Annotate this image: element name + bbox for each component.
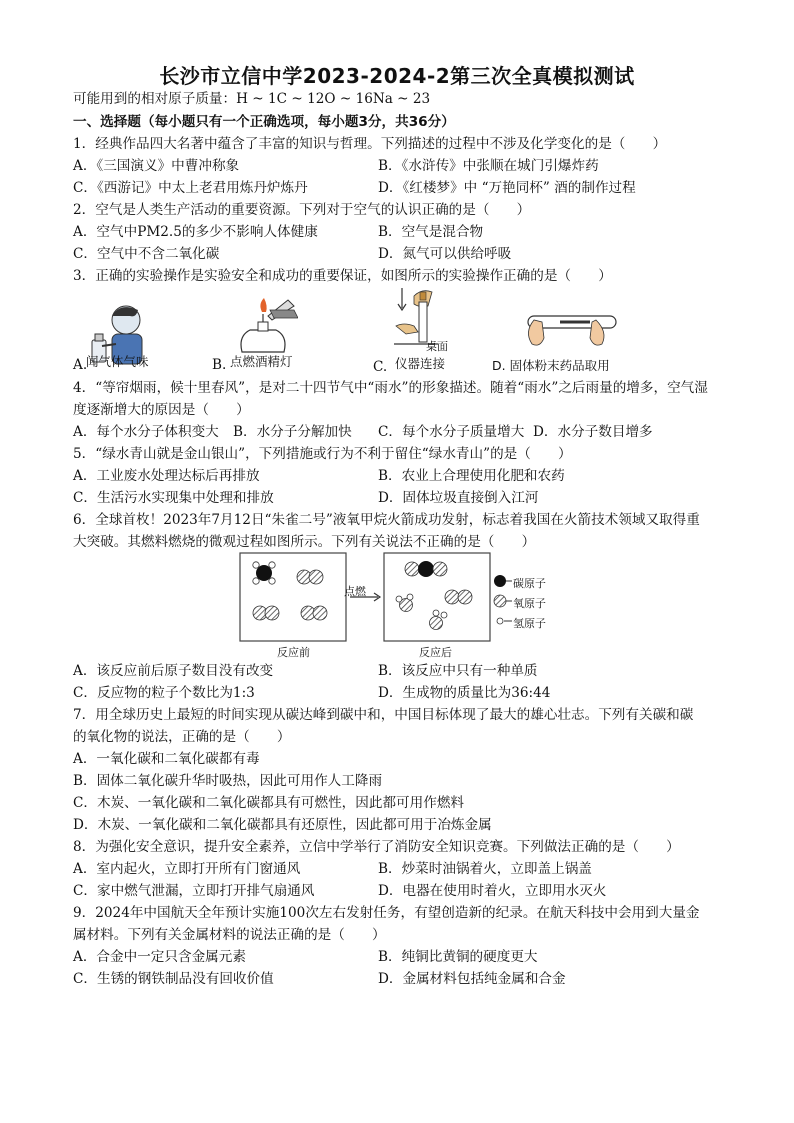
q3-option-d-caption: D. 固体粉末药品取用: [492, 358, 610, 373]
legend-hydrogen: 氢原子: [513, 617, 546, 630]
q7-option-a: A．一氧化碳和二氧化碳都有毒: [73, 751, 260, 767]
q9-option-d: D．金属材料包括纯金属和合金: [378, 971, 566, 987]
q4-stem-line2: 度逐渐增大的原因是（ ）: [73, 402, 250, 418]
q4-option-d: D．水分子数目增多: [533, 424, 653, 440]
legend-oxygen: 氧原子: [513, 597, 546, 610]
q3-option-b-label: B.: [212, 357, 227, 373]
q4-option-c: C．每个水分子质量增大: [378, 424, 525, 440]
q8-option-c: C．家中燃气泄漏，立即打开排气扇通风: [73, 883, 315, 899]
q3-option-a-label: A.: [73, 357, 88, 373]
q1-stem: 1．经典作品四大名著中蕴含了丰富的知识与哲理。下列描述的过程中不涉及化学变化的是（ ）: [73, 136, 667, 152]
legend-carbon: 碳原子: [513, 577, 546, 590]
q5-option-b: B．农业上合理使用化肥和农药: [378, 468, 565, 484]
q6-stem-line1: 6．全球首枚！2023年7月12日“朱雀二号”液氧甲烷火箭成功发射，标志着我国在火箭技术领域又取得重: [73, 512, 700, 528]
q8-option-a: A．室内起火，立即打开所有门窗通风: [73, 861, 301, 877]
q9-option-b: B．纯铜比黄铜的硬度更大: [378, 949, 538, 965]
after-label: 反应后: [419, 646, 452, 659]
q6-option-b: B．该反应中只有一种单质: [378, 663, 538, 679]
q3-stem: 3．正确的实验操作是实验安全和成功的重要保证，如图所示的实验操作正确的是（ ）: [73, 268, 612, 284]
q1-option-b: B．《水浒传》中张顺在城门引爆炸药: [378, 158, 599, 174]
q3-desk-label: 桌面: [426, 340, 448, 353]
alcohol-lamp-illustration: [228, 296, 298, 358]
q6-stem-line2: 大突破。其燃料燃烧的微观过程如图所示。下列有关说法不正确的是（ ）: [73, 534, 536, 550]
q3-option-a-caption: 闻气体气味: [86, 354, 149, 369]
q2-stem: 2．空气是人类生产活动的重要资源。下列对于空气的认识正确的是（ ）: [73, 202, 531, 218]
q8-option-b: B．炒菜时油锅着火，立即盖上锅盖: [378, 861, 592, 877]
q7-stem-line1: 7．用全球历史上最短的时间实现从碳达峰到碳中和，中国目标体现了最大的雄心壮志。下列有关碳和碳: [73, 707, 694, 723]
q1-option-d: D．《红楼梦》中 “万艳同杯” 酒的制作过程: [378, 180, 636, 196]
q4-stem-line1: 4．“等帘烟雨，候十里春风”，是对二十四节气中“雨水”的形象描述。随着“雨水”之后雨量的增多，空气湿: [73, 380, 708, 396]
powder-transfer-illustration: [520, 308, 620, 352]
q9-stem-line2: 属材料。下列有关金属材料的说法正确的是（ ）: [73, 927, 386, 943]
q7-option-c: C．木炭、一氧化碳和二氧化碳都具有可燃性，因此都可用作燃料: [73, 795, 465, 811]
q4-option-a: A．每个水分子体积变大: [73, 424, 219, 440]
before-label: 反应前: [277, 646, 310, 659]
q6-option-c: C．反应物的粒子个数比为1:3: [73, 685, 255, 701]
atomic-mass-note: 可能用到的相对原子质量：H ~ 1C ~ 12O ~ 16Na ~ 23: [73, 91, 431, 107]
q3-option-c-caption: 仪器连接: [395, 356, 446, 371]
q4-option-b: B．水分子分解加快: [233, 424, 352, 440]
q5-option-d: D．固体垃圾直接倒入江河: [378, 490, 539, 506]
q6-option-a: A．该反应前后原子数目没有改变: [73, 663, 274, 679]
q3-option-b-caption: 点燃酒精灯: [230, 354, 293, 369]
page-title: 长沙市立信中学2023-2024-2第三次全真模拟测试: [159, 64, 635, 88]
q2-option-a: A．空气中PM2.5的多少不影响人体健康: [73, 224, 318, 240]
q7-stem-line2: 的氧化物的说法，正确的是（ ）: [73, 729, 291, 745]
q8-option-d: D．电器在使用时着火，立即用水灭火: [378, 883, 607, 899]
q1-option-c: C．《西游记》中太上老君用炼丹炉炼丹: [73, 180, 308, 196]
q9-stem-line1: 9．2024年中国航天全年预计实施100次左右发射任务，有望创造新的纪录。在航天科技中会用到大量金: [73, 905, 700, 921]
q7-option-d: D．木炭、一氧化碳和二氧化碳都具有还原性，因此都可用于冶炼金属: [73, 817, 492, 833]
q3-option-c-label: C.: [373, 359, 388, 375]
q7-option-b: B．固体二氧化碳升华时吸热，因此可用作人工降雨: [73, 773, 383, 789]
q2-option-c: C．空气中不含二氧化碳: [73, 246, 220, 262]
q9-option-c: C．生锈的钢铁制品没有回收价值: [73, 971, 274, 987]
q2-option-b: B．空气是混合物: [378, 224, 484, 240]
section-heading: 一、选择题（每小题只有一个正确选项，每小题3分，共36分）: [73, 114, 455, 130]
ignite-label: 点燃: [344, 585, 366, 598]
q5-option-c: C．生活污水实现集中处理和排放: [73, 490, 274, 506]
q5-stem: 5．“绿水青山就是金山银山”，下列措施或行为不利于留住“绿水青山”的是（ ）: [73, 446, 572, 462]
q1-option-a: A．《三国演义》中曹冲称象: [73, 158, 240, 174]
q2-option-d: D．氮气可以供给呼吸: [378, 246, 512, 262]
q5-option-a: A．工业废水处理达标后再排放: [73, 468, 260, 484]
q8-stem: 8．为强化安全意识，提升安全素养，立信中学举行了消防安全知识竞赛。下列做法正确的是（ ）: [73, 839, 680, 855]
q6-option-d: D．生成物的质量比为36:44: [378, 685, 551, 701]
q9-option-a: A．合金中一定只含金属元素: [73, 949, 246, 965]
